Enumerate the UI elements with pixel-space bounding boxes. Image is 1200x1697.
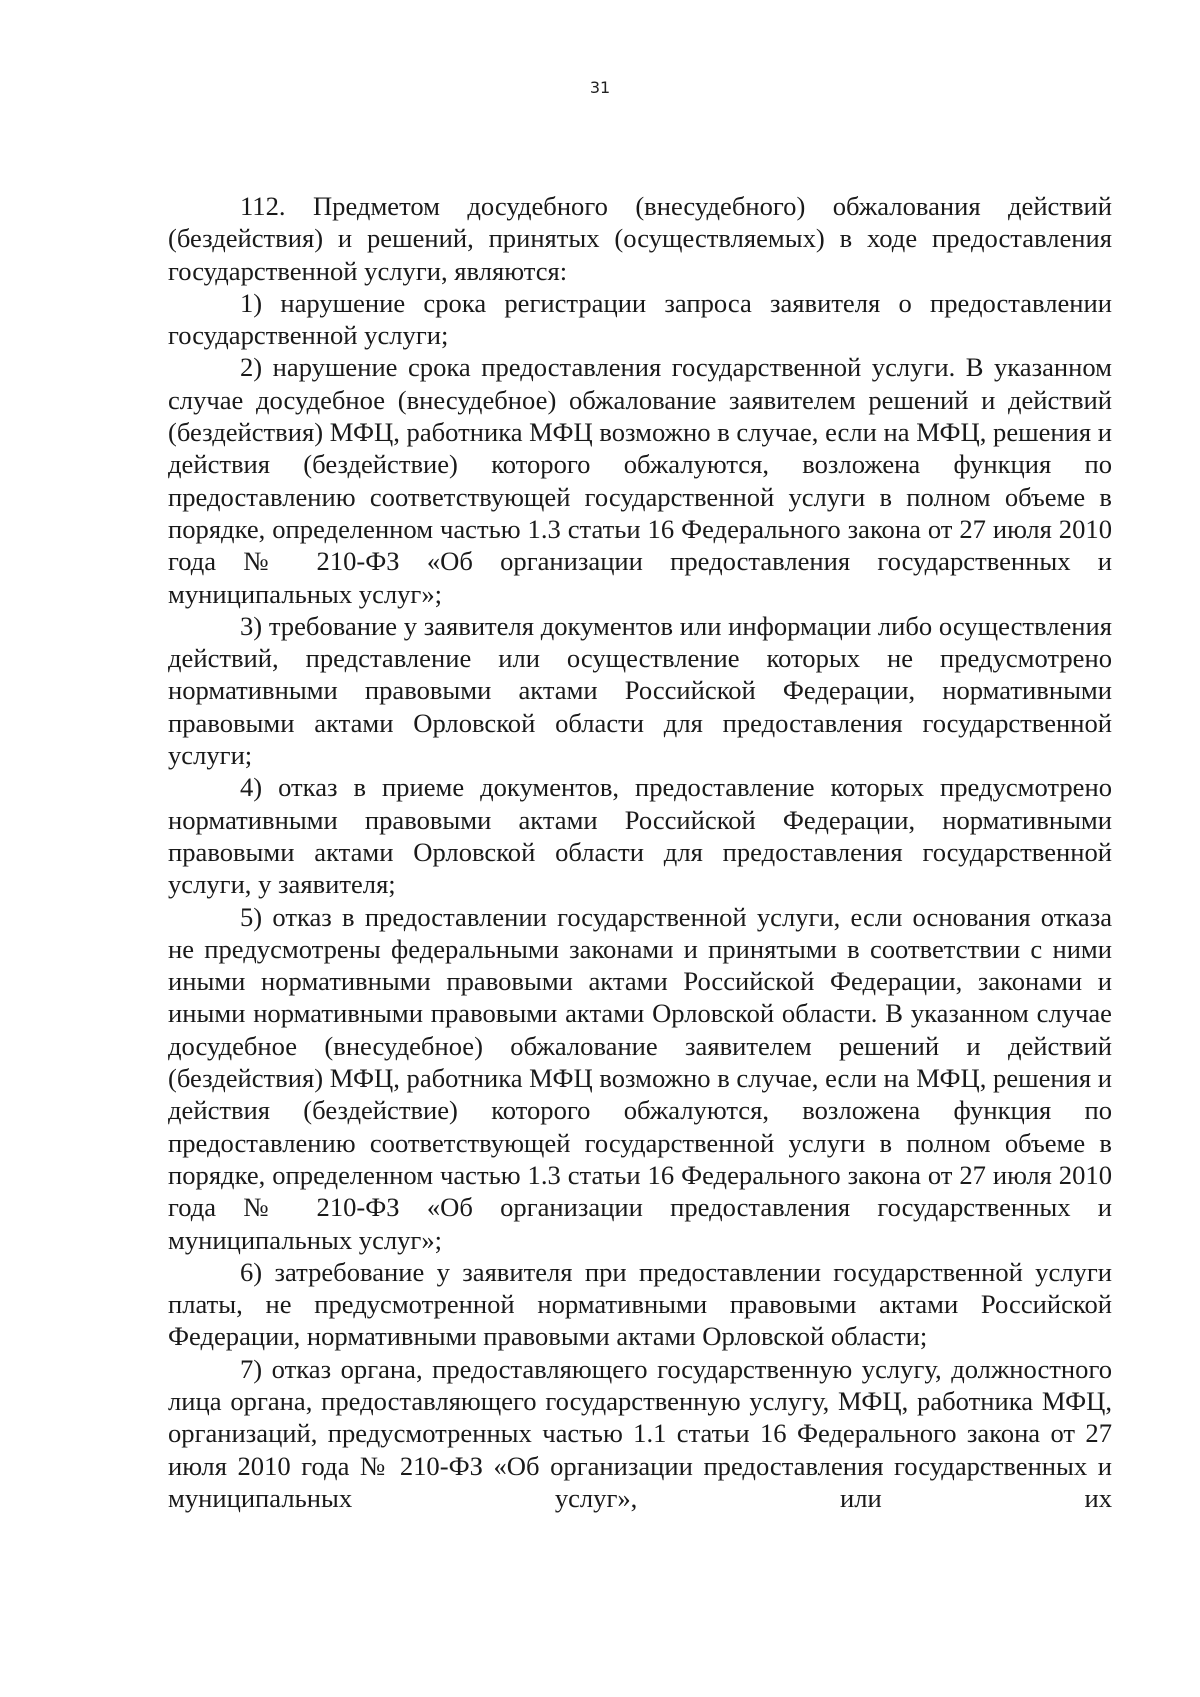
list-item-6: 6) затребование у заявителя при предоставлении государственной услуги платы, не предусмотренной нормативными правовыми актами Российской Федерации, нормативными правовыми актами Орловской области;	[168, 1256, 1112, 1352]
paragraph-112-intro: 112. Предметом досудебного (внесудебного) обжалования действий (бездействия) и решений, принятых (осуществляемых) в ходе предоставления государственной услуги, являются:	[168, 191, 1112, 286]
list-item-7: 7) отказ органа, предоставляющего государственную услугу, должностного лица органа, предоставляющего государственную услугу, МФЦ, работника МФЦ, организаций, предусмотренных частью 1.1 статьи 16 Федерального закона от 27 июля 2010 года № 210-ФЗ «Об организации предоставления государственных и муниципальных услуг», или их	[168, 1353, 1112, 1513]
list-item-5: 5) отказ в предоставлении государственной услуги, если основания отказа не предусмотрены федеральными законами и принятыми в соответствии с ними иными нормативными правовыми актами Российской Федерации, законами и иными нормативными правовыми актами Орловской области. В указанном случае досудебное (внесудебное) обжалование заявителем решений и действий (бездействия) МФЦ, работника МФЦ возможно в случае, если на МФЦ, решения и действия (бездействие) которого обжалуются, возложена функция по предоставлению соответствующей государственной услуги в полном объеме в порядке, определенном частью 1.3 статьи 16 Федерального закона от 27 июля 2010 года № 210-ФЗ «Об организации предоставления государственных и муниципальных услуг»;	[168, 901, 1112, 1255]
list-item-3: 3) требование у заявителя документов или информации либо осуществления действий, представление или осуществление которых не предусмотрено нормативными правовыми актами Российской Федерации, нормативными правовыми актами Орловской области для предоставления государственной услуги;	[168, 610, 1112, 771]
document-body	[168, 190, 1112, 1514]
list-item-4: 4) отказ в приеме документов, предоставление которых предусмотрено нормативными правовыми актами Российской Федерации, нормативными правовыми актами Орловской области для предоставления государственной услуги, у заявителя;	[168, 772, 1112, 900]
page-number: 31	[589, 78, 611, 97]
list-item-2: 2) нарушение срока предоставления государственной услуги. В указанном случае досудебное (внесудебное) обжалование заявителем решений и действий (бездействия) МФЦ, работника МФЦ возможно в случае, если на МФЦ, решения и действия (бездействие) которого обжалуются, возложена функция по предоставлению соответствующей государственной услуги в полном объеме в порядке, определенном частью 1.3 статьи 16 Федерального закона от 27 июля 2010 года № 210-ФЗ «Об организации предоставления государственных и муниципальных услуг»;	[168, 352, 1112, 609]
list-item-1: 1) нарушение срока регистрации запроса заявителя о предоставлении государственной услуги;	[168, 287, 1112, 351]
